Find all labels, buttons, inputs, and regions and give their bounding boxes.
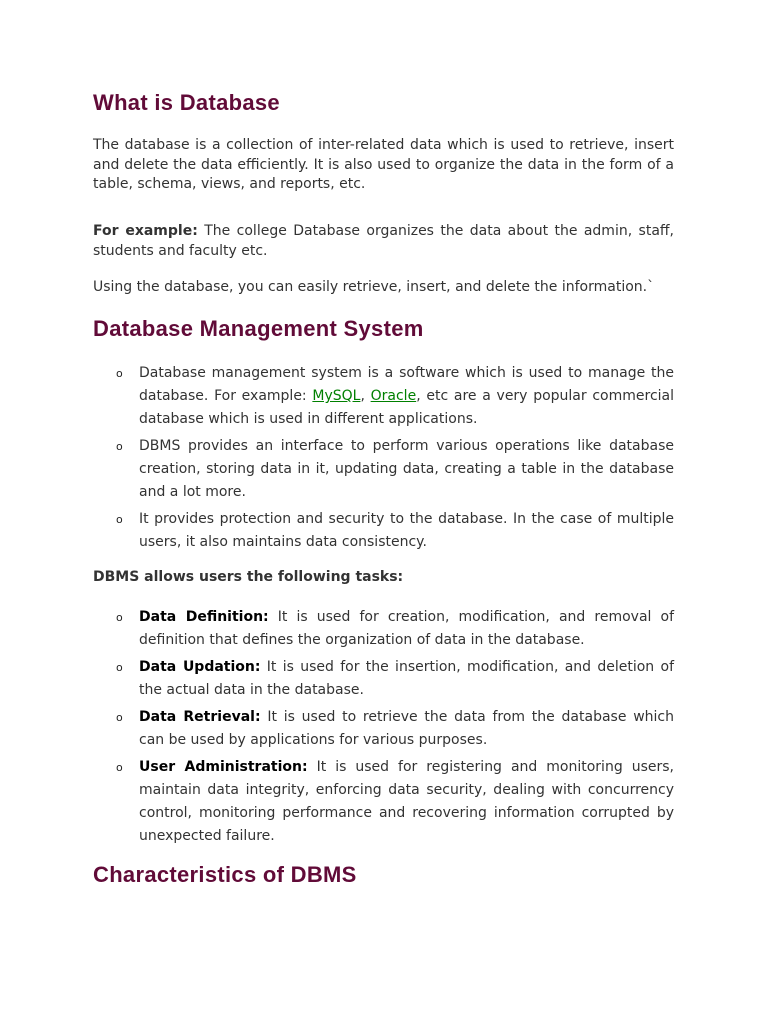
list-item xyxy=(93,656,674,702)
bullet-circle-icon: o xyxy=(116,761,123,774)
task-term: Data Definition: xyxy=(139,609,269,625)
usage-paragraph: Using the database, you can easily retrieve, insert, and delete the information.` xyxy=(93,279,655,295)
list-item xyxy=(93,706,674,752)
tasks-intro: DBMS allows users the following tasks: xyxy=(93,569,404,585)
list-item xyxy=(93,606,674,652)
heading-database-management-system: Database Management System xyxy=(93,316,424,341)
list-item xyxy=(93,508,674,554)
heading-what-is-database: What is Database xyxy=(93,90,280,115)
list-item xyxy=(93,756,674,848)
task-term: User Administration: xyxy=(139,759,308,775)
item1-separator: , xyxy=(360,388,371,404)
example-label: For example: xyxy=(93,223,198,239)
task-term: Data Updation: xyxy=(139,659,261,675)
task-description: It is used for the insertion, modification, and deletion of the actual data in the database. xyxy=(139,659,674,698)
item3-text: It provides protection and security to the database. In the case of multiple users, it also maintains data consistency. xyxy=(139,511,674,550)
database-definition-paragraph: The database is a collection of inter-related data which is used to retrieve, insert and delete the data efficiently. It is also used to organize the data in the form of a table, schema, views, and reports, etc. xyxy=(93,137,674,192)
list-item xyxy=(93,435,674,504)
item1-text-after: , etc are a very popular commercial database which is used in different applications. xyxy=(139,388,675,427)
task-term: Data Retrieval: xyxy=(139,709,261,725)
bullet-circle-icon: o xyxy=(116,440,123,453)
bullet-circle-icon: o xyxy=(116,367,123,380)
task-description: It is used for creation, modification, and removal of definition that defines the organization of data in the database. xyxy=(139,609,674,648)
dbms-description-list xyxy=(93,362,674,558)
mysql-link[interactable]: MySQL xyxy=(312,388,361,404)
list-item xyxy=(93,362,674,431)
item1-text-before: Database management system is a software which is used to manage the database. For example: xyxy=(139,365,674,404)
item2-text: DBMS provides an interface to perform various operations like database creation, storing data in it, updating data, creating a table in the database and a lot more. xyxy=(139,438,674,500)
bullet-circle-icon: o xyxy=(116,513,123,526)
bullet-circle-icon: o xyxy=(116,711,123,724)
heading-characteristics-of-dbms: Characteristics of DBMS xyxy=(93,862,357,887)
oracle-link[interactable]: Oracle xyxy=(370,388,417,404)
task-description: It is used for registering and monitoring users, maintain data integrity, enforcing data security, dealing with concurrency control, monitoring performance and recovering information corrupted by unexpected failure. xyxy=(139,759,674,844)
bullet-circle-icon: o xyxy=(116,661,123,674)
dbms-tasks-list xyxy=(93,606,674,852)
example-text: The college Database organizes the data about the admin, staff, students and faculty etc. xyxy=(93,223,675,259)
bullet-circle-icon: o xyxy=(116,611,123,624)
task-description: It is used to retrieve the data from the database which can be used by applications for various purposes. xyxy=(139,709,675,748)
example-paragraph xyxy=(93,222,674,261)
